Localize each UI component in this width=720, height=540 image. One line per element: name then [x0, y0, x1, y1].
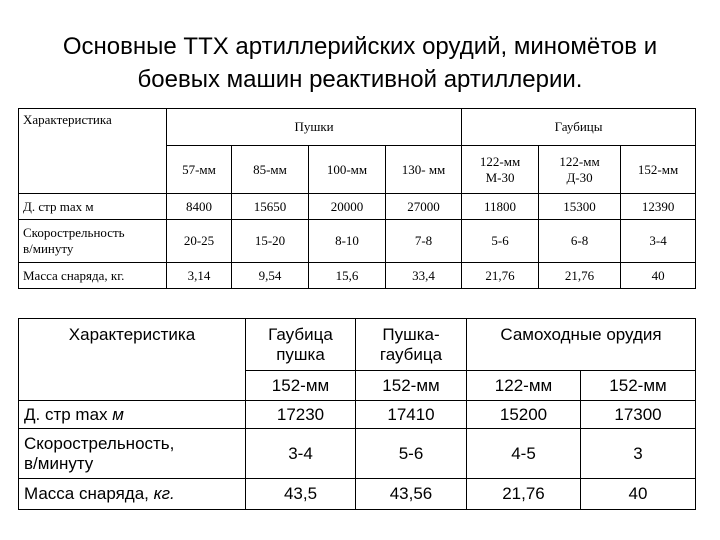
- table-cell: 43,56: [356, 479, 467, 510]
- table-row: [19, 479, 696, 510]
- title-line-2: боевых машин реактивной артиллерии.: [137, 66, 583, 93]
- table-cell: 4-5: [467, 429, 581, 479]
- self-propelled-table: [18, 318, 696, 510]
- guns-group-header: Пушки: [167, 109, 462, 146]
- self-propelled-header: Самоходные орудия: [467, 319, 696, 371]
- table-cell: 17230: [246, 401, 356, 429]
- table-cell: 3: [581, 429, 696, 479]
- caliber-header: 122-мм Д-30: [539, 146, 621, 194]
- row-label: Масса снаряда, кг.: [19, 263, 167, 289]
- table-cell: 20-25: [167, 220, 232, 263]
- title-line-1: Основные ТТХ артиллерийских орудий, миномётов и: [62, 33, 658, 60]
- caliber-header: 152-мм: [581, 371, 696, 401]
- table-cell: 3-4: [246, 429, 356, 479]
- table-cell: 5-6: [356, 429, 467, 479]
- caliber-header: 122-мм М-30: [462, 146, 539, 194]
- row-label: Д. стр max м: [19, 194, 167, 220]
- table-cell: 33,4: [386, 263, 462, 289]
- table-cell: 15,6: [309, 263, 386, 289]
- gun-howitzer-header: Пушка- гаубица: [356, 319, 467, 371]
- table-cell: 6-8: [539, 220, 621, 263]
- table-cell: 27000: [386, 194, 462, 220]
- table-cell: 17300: [581, 401, 696, 429]
- table-cell: 20000: [309, 194, 386, 220]
- table-row: [19, 401, 696, 429]
- caliber-header: 152-мм: [246, 371, 356, 401]
- table-cell: 43,5: [246, 479, 356, 510]
- guns-howitzers-table: [18, 108, 696, 289]
- row-label: Д. стр max м: [19, 401, 246, 429]
- table-cell: 21,76: [462, 263, 539, 289]
- caliber-header: 130- мм: [386, 146, 462, 194]
- table-cell: 3,14: [167, 263, 232, 289]
- table-cell: 9,54: [232, 263, 309, 289]
- table-cell: 15-20: [232, 220, 309, 263]
- table-cell: 40: [621, 263, 696, 289]
- row-label: Скорострельность, в/минуту: [19, 429, 246, 479]
- table-row: [19, 429, 696, 479]
- howitzers-group-header: Гаубицы: [462, 109, 696, 146]
- characteristic-header: Характеристика: [19, 109, 167, 194]
- table-cell: 15650: [232, 194, 309, 220]
- row-label: Скорострельность в/минуту: [19, 220, 167, 263]
- table-row: [19, 263, 696, 289]
- page-title: [0, 30, 720, 96]
- howitzer-gun-header: Гаубица пушка: [246, 319, 356, 371]
- table-cell: 21,76: [467, 479, 581, 510]
- table-cell: 21,76: [539, 263, 621, 289]
- caliber-header: 57-мм: [167, 146, 232, 194]
- table-cell: 12390: [621, 194, 696, 220]
- caliber-header: 85-мм: [232, 146, 309, 194]
- table-cell: 15300: [539, 194, 621, 220]
- table-cell: 17410: [356, 401, 467, 429]
- table-row: [19, 194, 696, 220]
- table-cell: 8400: [167, 194, 232, 220]
- table-cell: 3-4: [621, 220, 696, 263]
- caliber-header: 152-мм: [356, 371, 467, 401]
- table-cell: 15200: [467, 401, 581, 429]
- table-cell: 5-6: [462, 220, 539, 263]
- caliber-header: 122-мм: [467, 371, 581, 401]
- caliber-header: 100-мм: [309, 146, 386, 194]
- row-label: Масса снаряда, кг.: [19, 479, 246, 510]
- table-row: [19, 220, 696, 263]
- table-cell: 7-8: [386, 220, 462, 263]
- table-cell: 8-10: [309, 220, 386, 263]
- table-cell: 40: [581, 479, 696, 510]
- characteristic-header: Характеристика: [19, 319, 246, 401]
- caliber-header: 152-мм: [621, 146, 696, 194]
- table-cell: 11800: [462, 194, 539, 220]
